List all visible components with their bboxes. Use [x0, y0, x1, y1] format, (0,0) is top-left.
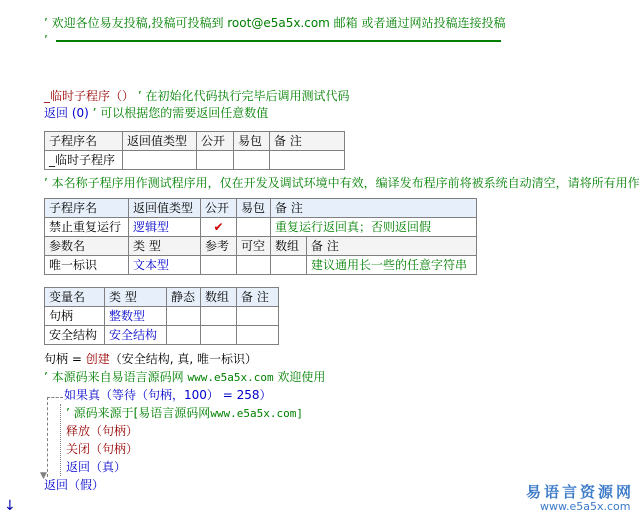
cell-param-name[interactable]: 唯一标识 — [45, 256, 129, 275]
col-header-static: 静态 — [167, 288, 201, 307]
source-comment-prefix: ’ 本源码来自易语言源码网 — [44, 370, 184, 384]
col-header-subname: 子程序名 — [45, 132, 123, 151]
col-header-package: 易包 — [234, 132, 270, 151]
source-inner-url: www.e5a5x.com] — [210, 407, 304, 420]
if-true-line[interactable]: 如果真（等待（句柄，100） = 258） — [64, 388, 272, 402]
cell-remark[interactable]: 重复运行返回真；否则返回假 — [271, 218, 477, 237]
col-header-remark: 备 注 — [237, 288, 279, 307]
cell-remark[interactable] — [237, 307, 279, 326]
cell-reference[interactable] — [201, 256, 237, 275]
cell-static[interactable] — [167, 307, 201, 326]
close-line[interactable]: 关闭（句柄） — [66, 442, 139, 456]
cell-package[interactable] — [234, 151, 270, 170]
table-header-row — [45, 132, 345, 151]
cell-array[interactable] — [201, 307, 237, 326]
separator-line — [56, 40, 501, 42]
source-comment-suffix: 欢迎使用 — [277, 370, 326, 384]
cell-array[interactable] — [201, 326, 237, 345]
col-header-package: 易包 — [237, 199, 271, 218]
col-header-public: 公开 — [197, 132, 234, 151]
col-header-reference: 参考 — [201, 237, 237, 256]
flow-arrow-icon: ▼ — [40, 471, 47, 481]
cell-param-remark[interactable]: 建议通用长一些的任意字符串 — [307, 256, 477, 275]
cell-return-type[interactable]: 逻辑型 — [129, 218, 201, 237]
public-check-icon[interactable]: ✔ — [201, 218, 237, 237]
return-true-line[interactable]: 返回（真） — [66, 460, 127, 474]
cell-remark[interactable] — [237, 326, 279, 345]
col-header-return-type: 返回值类型 — [123, 132, 197, 151]
cell-param-type[interactable]: 文本型 — [129, 256, 201, 275]
cell-remark[interactable] — [270, 151, 345, 170]
table-header-row — [45, 288, 279, 307]
col-header-var-type: 类 型 — [105, 288, 167, 307]
cell-public[interactable] — [197, 151, 234, 170]
col-header-subname: 子程序名 — [45, 199, 129, 218]
table-row[interactable] — [45, 151, 345, 170]
block-indent-guide — [60, 404, 61, 476]
return-zero-line[interactable] — [44, 105, 268, 121]
return-zero-code[interactable]: 返回 (0) — [44, 106, 89, 120]
create-call[interactable]: 创建 — [85, 352, 110, 366]
return-zero-comment: ’ 可以根据您的需要返回任意数值 — [92, 106, 269, 120]
temp-subroutine-table — [44, 131, 345, 170]
no-repeat-subroutine-table — [44, 198, 477, 275]
return-false-line[interactable]: 返回（假） — [44, 478, 105, 492]
name-note-comment: ’ 本名称子程序用作测试程序用，仅在开发及调试环境中有效，编译发布程序前将被系统自动清空，请将所有用作 — [44, 176, 640, 190]
flow-guide-top — [47, 397, 63, 398]
cell-static[interactable] — [167, 326, 201, 345]
handle-assign-line[interactable] — [44, 351, 257, 367]
subroutine-comment: ’ 在初始化代码执行完毕后调用测试代码 — [137, 89, 350, 103]
subroutine-declaration-line[interactable] — [44, 88, 349, 104]
table-row[interactable] — [45, 307, 279, 326]
col-header-remark: 备 注 — [271, 199, 477, 218]
local-variable-table — [44, 287, 279, 345]
col-header-var-name: 变量名 — [45, 288, 105, 307]
cell-var-type[interactable]: 安全结构 — [105, 326, 167, 345]
create-args: （安全结构, 真, 唯一标识） — [109, 352, 257, 366]
separator-comment-mark: ’ — [44, 33, 48, 47]
cell-return-type[interactable] — [123, 151, 197, 170]
assign-operator: = — [68, 352, 86, 366]
handle-var[interactable]: 句柄 — [44, 352, 69, 366]
cell-subname[interactable]: _临时子程序 — [45, 151, 123, 170]
watermark-url: www.e5a5x.com — [540, 500, 631, 513]
cell-array[interactable] — [271, 256, 307, 275]
source-inner-prefix: ’ 源码来源于[易语言源码网 — [66, 406, 211, 420]
cell-subname[interactable]: 禁止重复运行 — [45, 218, 129, 237]
col-header-public: 公开 — [201, 199, 237, 218]
col-header-param-type: 类 型 — [129, 237, 201, 256]
table-row[interactable] — [45, 256, 477, 275]
param-header-row — [45, 237, 477, 256]
col-header-array: 数组 — [201, 288, 237, 307]
cell-var-name[interactable]: 安全结构 — [45, 326, 105, 345]
source-inner-comment — [66, 405, 303, 422]
subroutine-name[interactable]: _临时子程序（） — [44, 89, 135, 103]
table-row[interactable] — [45, 326, 279, 345]
table-row[interactable] — [45, 218, 477, 237]
col-header-array: 数组 — [271, 237, 307, 256]
cell-nullable[interactable] — [237, 256, 271, 275]
release-line[interactable]: 释放（句柄） — [66, 424, 139, 438]
col-header-param-name: 参数名 — [45, 237, 129, 256]
cell-package[interactable] — [237, 218, 271, 237]
cell-var-name[interactable]: 句柄 — [45, 307, 105, 326]
source-comment-line — [44, 369, 325, 386]
col-header-remark: 备 注 — [270, 132, 345, 151]
cell-var-type[interactable]: 整数型 — [105, 307, 167, 326]
welcome-comment: ’ 欢迎各位易友投稿,投稿可投稿到 root@e5a5x.com 邮箱 或者通过网站投稿连接投稿 — [44, 16, 506, 30]
col-header-param-remark: 备 注 — [307, 237, 477, 256]
col-header-return-type: 返回值类型 — [129, 199, 201, 218]
flow-guide-vertical — [47, 397, 48, 477]
col-header-nullable: 可空 — [237, 237, 271, 256]
table-header-row — [45, 199, 477, 218]
source-comment-url: www.e5a5x.com — [187, 371, 274, 384]
scroll-down-arrow-icon[interactable]: ↓ — [4, 498, 16, 514]
watermark-title: 易语言资源网 — [526, 483, 635, 501]
